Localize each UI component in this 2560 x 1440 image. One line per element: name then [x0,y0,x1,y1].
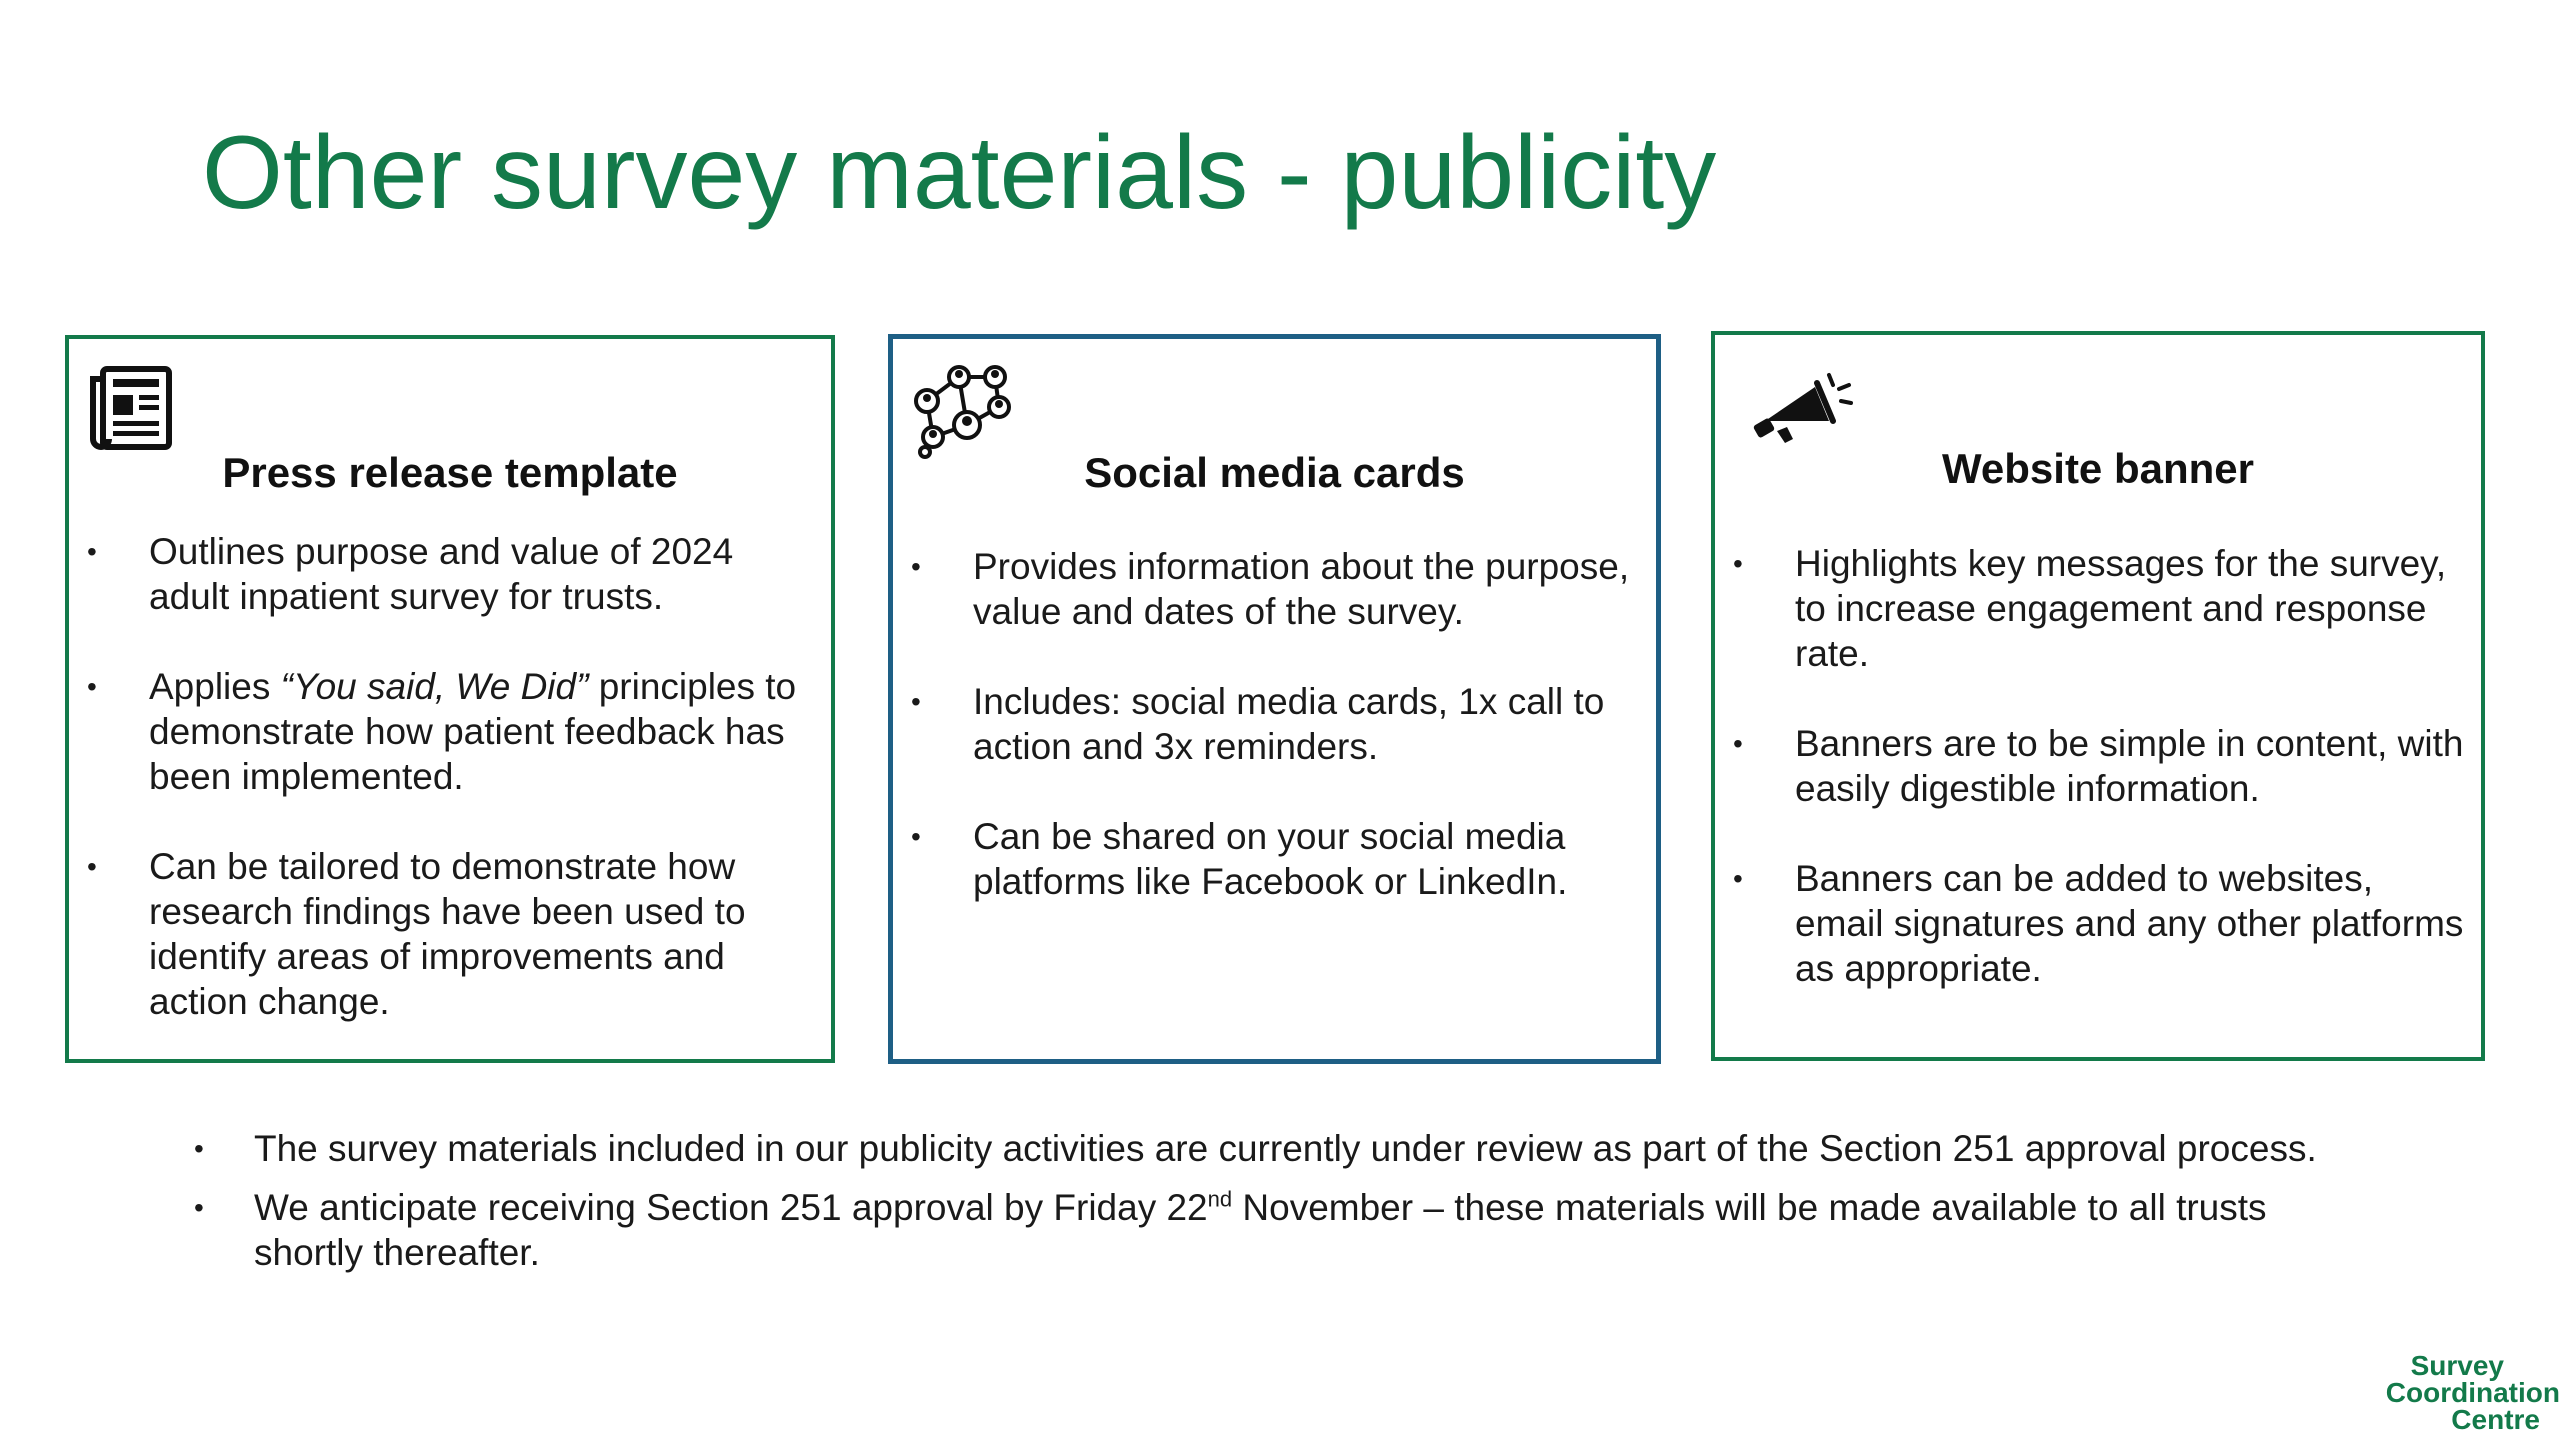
card-title: Press release template [222,449,678,496]
note-text-pre: We anticipate receiving Section 251 approval by Friday 22 [254,1187,1208,1228]
card-website-banner [1711,331,2485,1061]
card-social-media [888,334,1661,1064]
bullet-dot: • [87,671,97,702]
bullet-list [1715,541,2481,1036]
bullet-text: Highlights key messages for the survey, to increase engagement and response rate. [1795,543,2447,674]
note-text-post: November – these materials will be made available to all trusts shortly thereafter. [254,1187,2267,1273]
list-item [1715,856,2481,991]
bullet-text: Provides information about the purpose, value and dates of the survey. [973,546,1630,632]
list-item [893,814,1656,904]
bullet-dot: • [1733,548,1743,579]
list-item [893,544,1656,634]
list-item [69,844,831,1024]
bullet-text: Includes: social media cards, 1x call to action and 3x reminders. [973,681,1605,767]
bullet-dot: • [194,1192,204,1223]
bullet-text: Can be shared on your social media platforms like Facebook or LinkedIn. [973,816,1568,902]
bullet-text: Banners can be added to websites, email signatures and any other platforms as appropriate. [1795,858,2464,989]
bullet-dot: • [87,851,97,882]
bullet-dot: • [194,1133,204,1164]
bullet-text-pre: Applies [149,666,281,707]
note-item [190,1185,2340,1275]
logo-line: Centre [2451,1404,2540,1435]
bullet-list [69,529,831,1069]
bullet-dot: • [87,536,97,567]
logo-line: Survey [2410,1350,2504,1381]
list-item [893,679,1656,769]
note-superscript: nd [1207,1186,1233,1212]
bullet-dot: • [911,686,921,717]
bullet-text: Banners are to be simple in content, with easily digestible information. [1795,723,2464,809]
newspaper-icon [87,365,175,458]
list-item [1715,541,2481,676]
survey-coordination-centre-logo [2370,1352,2560,1433]
list-item [1715,721,2481,811]
list-item [69,664,831,799]
bullet-list [893,544,1656,949]
footer-notes [190,1126,2340,1289]
note-text: The survey materials included in our publicity activities are currently under review as part of the Section 251 approval process. [254,1128,2317,1169]
bullet-dot: • [1733,728,1743,759]
bullet-dot: • [911,551,921,582]
bullet-dot: • [1733,863,1743,894]
bullet-text-post: principles to demonstrate how patient feedback has been implemented. [149,666,797,797]
bullet-text: Can be tailored to demonstrate how research findings have been used to identify areas of improvements and action change. [149,846,746,1022]
card-press-release [65,335,835,1063]
bullet-text-emphasis: “You said, We Did” [280,666,589,707]
bullet-dot: • [911,821,921,852]
list-item [69,529,831,619]
page-title: Other survey materials - publicity [202,115,1717,231]
card-title: Website banner [1942,445,2254,492]
card-title: Social media cards [1084,449,1465,496]
megaphone-icon [1751,369,1861,454]
note-item [190,1126,2340,1171]
logo-line: Coordination [2385,1377,2560,1408]
bullet-text: Outlines purpose and value of 2024 adult inpatient survey for trusts. [149,531,734,617]
